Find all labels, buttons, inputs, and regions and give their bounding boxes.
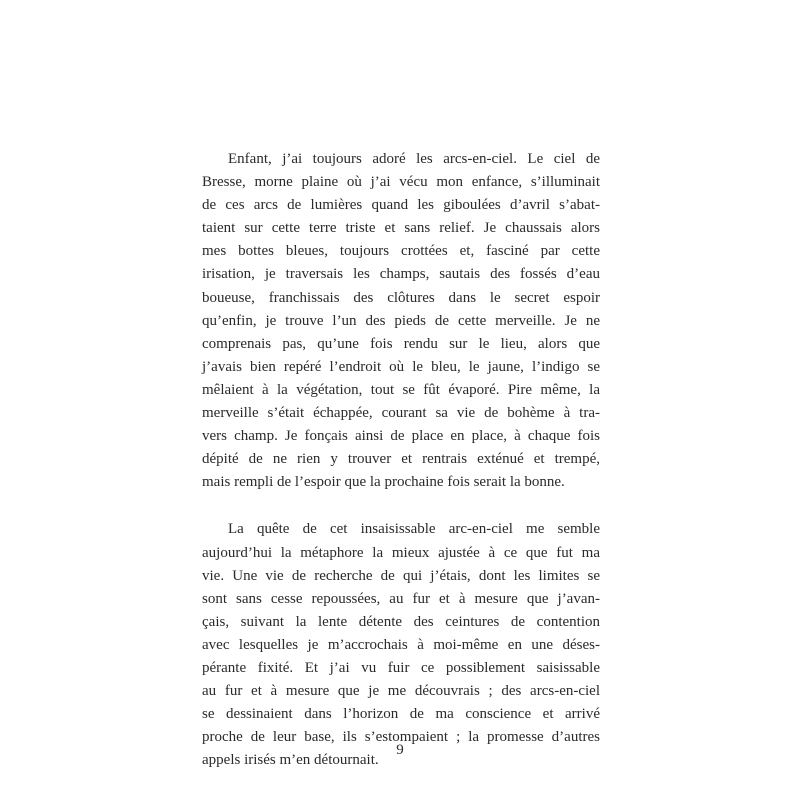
text-line: qu’enfin, je trouve l’un des pieds de cette merveille. Je ne: [202, 312, 600, 329]
text-line: Enfant, j’ai toujours adoré les arcs-en-ciel. Le ciel de: [228, 151, 600, 167]
text-line: boueuse, franchissais des clôtures dans le secret espoir: [202, 289, 600, 306]
paragraph-1: [202, 148, 600, 494]
paragraph-2: [202, 518, 600, 772]
text-line: merveille s’était échappée, courant sa vie de bohème à tra-: [202, 405, 600, 422]
text-line: vers champ. Je fonçais ainsi de place en place, à chaque fois: [202, 428, 600, 445]
text-line: Bresse, morne plaine où j’ai vécu mon enfance, s’illuminait: [202, 174, 600, 191]
text-line: irisation, je traversais les champs, sautais des fossés d’eau: [202, 266, 600, 283]
text-line: proche de leur base, ils s’estompaient ; la promesse d’autres: [202, 729, 600, 746]
text-line: taient sur cette terre triste et sans relief. Je chaussais alors: [202, 220, 600, 237]
page-number: 9: [396, 742, 404, 758]
text-line: aujourd’hui la métaphore la mieux ajustée à ce que fut ma: [202, 544, 600, 561]
text-line: au fur et à mesure que je me découvrais ; des arcs-en-ciel: [202, 683, 600, 700]
text-line: mêlaient à la végétation, tout se fût évaporé. Pire même, la: [202, 381, 600, 398]
text-line: vie. Une vie de recherche de qui j’étais, dont les limites se: [202, 567, 600, 584]
text-line: sont sans cesse repoussées, au fur et à mesure que j’avan-: [202, 590, 600, 607]
text-line: mes bottes bleues, toujours crottées et, fasciné par cette: [202, 243, 600, 260]
text-line: çais, suivant la lente détente des ceintures de contention: [202, 613, 600, 630]
text-line: dépité de ne rien y trouver et rentrais exténué et trempé,: [202, 451, 600, 468]
body-text: [202, 148, 600, 772]
text-line: j’avais bien repéré l’endroit où le bleu, le jaune, l’indigo se: [202, 358, 600, 375]
text-line: comprenais pas, qu’une fois rendu sur le lieu, alors que: [202, 335, 600, 352]
text-line: appels irisés m’en détournait.: [202, 752, 379, 769]
text-line: mais rempli de l’espoir que la prochaine fois serait la bonne.: [202, 474, 565, 491]
text-line: La quête de cet insaisissable arc-en-ciel me semble: [228, 521, 600, 538]
text-line: se dessinaient dans l’horizon de ma conscience et arrivé: [202, 706, 600, 723]
text-line: avec lesquelles je m’accrochais à moi-même en une déses-: [202, 636, 600, 653]
text-line: de ces arcs de lumières quand les giboulées d’avril s’abat-: [202, 197, 600, 214]
text-line: pérante fixité. Et j’ai vu fuir ce possiblement saisissable: [202, 659, 600, 676]
